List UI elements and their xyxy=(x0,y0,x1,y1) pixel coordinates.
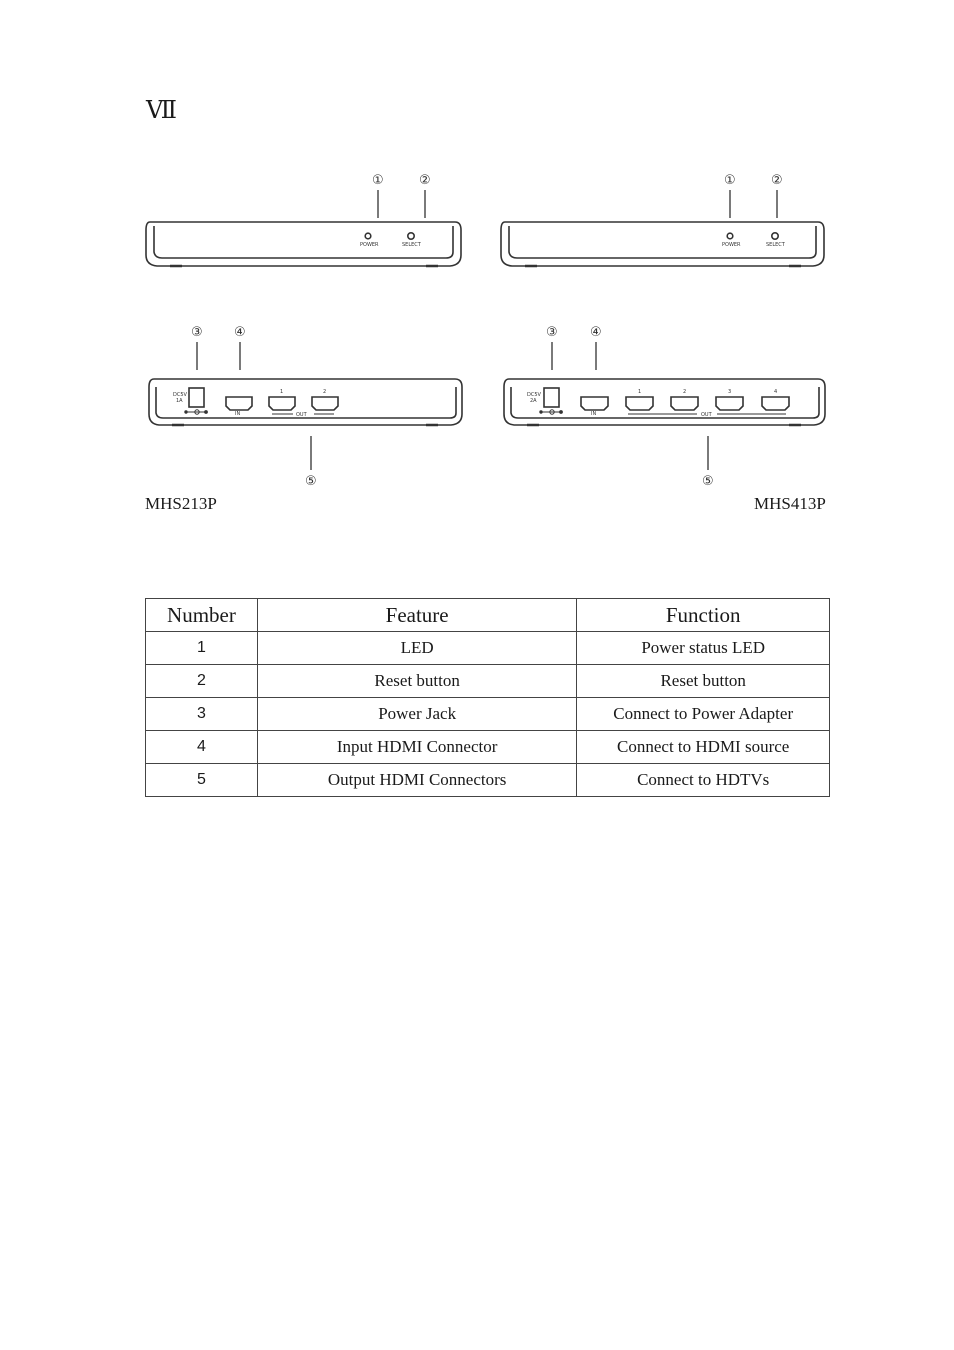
mhs213p-rear-view xyxy=(149,342,462,470)
cell-feature: Power Jack xyxy=(257,698,576,731)
mhs213p-callout-3: ③ xyxy=(191,325,203,340)
cell-function: Connect to HDMI source xyxy=(577,731,830,764)
mhs413p-port-1: 1 xyxy=(638,389,642,395)
cell-feature: Reset button xyxy=(257,665,576,698)
model-label-mhs213p: MHS213P xyxy=(145,494,217,513)
cell-feature: Input HDMI Connector xyxy=(257,731,576,764)
cell-feature: LED xyxy=(257,632,576,665)
mhs213p-in-label: IN xyxy=(235,411,241,417)
cell-number: 5 xyxy=(146,764,258,797)
mhs213p-callout-4: ④ xyxy=(234,325,246,340)
cell-number: 1 xyxy=(146,632,258,665)
mhs213p-select-label: SELECT xyxy=(402,242,421,248)
mhs413p-callout-5: ⑤ xyxy=(702,474,714,489)
mhs413p-callout-1: ① xyxy=(724,173,736,188)
mhs413p-port-4: 4 xyxy=(774,389,778,395)
table-row xyxy=(146,698,830,731)
mhs413p-port-2: 2 xyxy=(683,389,687,395)
mhs413p-out-label: OUT xyxy=(701,412,712,418)
cell-feature: Output HDMI Connectors xyxy=(257,764,576,797)
mhs213p-port-2: 2 xyxy=(323,389,327,395)
mhs413p-rear-view xyxy=(504,342,825,470)
device-diagrams xyxy=(0,0,954,520)
feature-table xyxy=(145,598,830,797)
table-header-row xyxy=(146,599,830,632)
mhs213p-power-label: POWER xyxy=(360,242,379,248)
model-label-mhs413p: MHS413P xyxy=(754,494,826,513)
mhs413p-callout-3: ③ xyxy=(546,325,558,340)
cell-function: Connect to HDTVs xyxy=(577,764,830,797)
section-number: Ⅶ xyxy=(146,96,176,124)
mhs413p-dc-sub-label: 2A xyxy=(530,398,537,404)
cell-function: Power status LED xyxy=(577,632,830,665)
mhs413p-front-view xyxy=(501,190,824,266)
cell-number: 3 xyxy=(146,698,258,731)
table-row xyxy=(146,731,830,764)
table-row xyxy=(146,665,830,698)
table-row xyxy=(146,632,830,665)
mhs413p-in-label: IN xyxy=(591,411,597,417)
mhs213p-front-view xyxy=(146,190,461,266)
mhs213p-callout-5: ⑤ xyxy=(305,474,317,489)
mhs213p-dc-label: DC5V xyxy=(173,392,187,398)
mhs413p-callout-2: ② xyxy=(771,173,783,188)
mhs413p-dc-label: DC5V xyxy=(527,392,541,398)
mhs213p-callout-2: ② xyxy=(419,173,431,188)
mhs213p-port-1: 1 xyxy=(280,389,284,395)
mhs213p-out-label: OUT xyxy=(296,412,307,418)
mhs413p-port-3: 3 xyxy=(728,389,732,395)
cell-function: Connect to Power Adapter xyxy=(577,698,830,731)
table-row xyxy=(146,764,830,797)
cell-function: Reset button xyxy=(577,665,830,698)
header-function: Function xyxy=(577,599,830,632)
header-number: Number xyxy=(146,599,258,632)
mhs213p-dc-sub-label: 1A xyxy=(176,398,183,404)
mhs213p-callout-1: ① xyxy=(372,173,384,188)
cell-number: 4 xyxy=(146,731,258,764)
mhs413p-select-label: SELECT xyxy=(766,242,785,248)
mhs413p-callout-4: ④ xyxy=(590,325,602,340)
cell-number: 2 xyxy=(146,665,258,698)
header-feature: Feature xyxy=(257,599,576,632)
mhs413p-power-label: POWER xyxy=(722,242,741,248)
